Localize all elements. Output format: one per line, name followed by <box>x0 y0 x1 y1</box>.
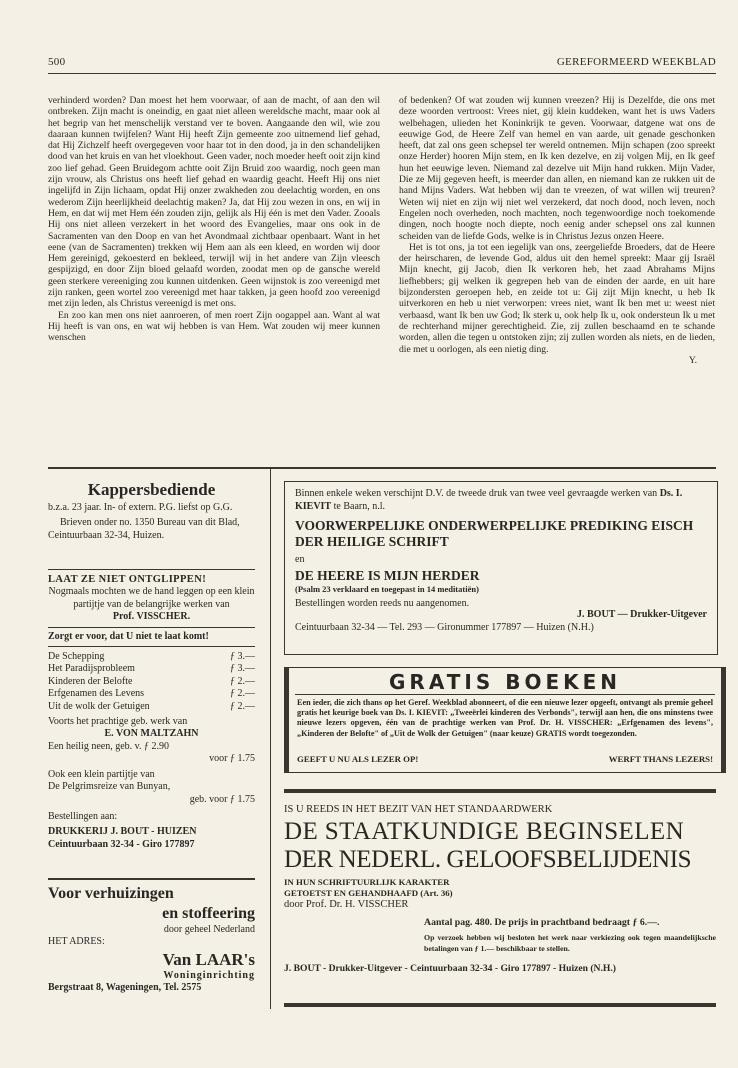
article-paragraph: of bedenken? Of wat zouden wij kunnen vreezen? Hij is Dezelfde, die ons met deze woorden vertroost: Vrees niet, gij klein kuddeken, want het is uws Vaders welbehagen, ulieden het Koninkrijk te geven. Voorwaar, datgene wat ons de eeuwige God, de Heere Zelf van hemel en van aarde, uit genade geschonken heeft, dat zal ons geen schepsel ter wereld ontnemen. Mijn schapen (zoo spreekt onze Herder) hooren Mijn stem, en Ik ken dezelve, en zij volgen Mij, en Ik geef hun het eeuwige leven. Niemand zal dezelve uit Mijn hand rukken. Mijn Vader, Die ze Mij gegeven heeft, is meerder dan allen, en niemand kan ze rukken uit de hand Mijns Vaders. Wat hebben wij dan te vreezen, of wat willen wij treuren? Weten wij niet en zijn wij niet wel verzekerd, dat noch dood, noch leven, noch Engelen noch overheden, noch machten, noch tegenwoordige noch toekomende dingen, noch hoogte noch diepte, noch eenig ander schepsel ons zal kunnen scheiden van de liefde Gods, welke is in Christus Jezus onzen Heere. <box>399 95 715 242</box>
book-title: De Schepping <box>48 651 105 663</box>
ad-rule <box>48 878 255 880</box>
kappers-title: Kappersbediende <box>87 480 216 499</box>
laar-line2: en stoffeering <box>162 905 255 922</box>
publication-title: GEREFORMEERD WEEKBLAD <box>556 56 716 68</box>
staat-sub2: GETOETST EN GEHANDHAAFD (Art. 36) <box>284 887 453 898</box>
book-row <box>48 663 255 675</box>
book-price: ƒ 3.— <box>230 651 255 663</box>
article-paragraph: verhinderd worden? Dan moest het hem voorwaar, of aan de macht, of aan den wil ontbreken. Zijn macht is oneindig, en gaat niet alleen wereldsche macht, maar ook al het begrip van het menschelijk verstand ver te boven. Aangaande den wil, wie zou daaraan kunnen twijfelen? Want Hij heeft Zijn gemeente zoo uitnemend lief gehad, dat Hij Zichzelf heeft overgegeven voor haar tot in den dood, ja in den schandelijken dood van het kruis en van het vloekhout. Geen vader, noch moeder heeft ooit zijn kind zoo lief gehad. Geen Bruidegom achtte ooit Zijn Bruid zoo waardig, noch geen man zijn vrouw, als Christus ons heeft lief gehad en waardig geacht. Heeft Hij ons niet ingelijfd in Zijn lichaam, opdat Hij onzer zwakheden zou deelachtig worden, en ons wederom Zijn heerlijkheid deelachtig maken? Ja, dat Hij zou wezen in ons, en wij in Hem, en dat wij met Hem één zouden zijn, gelijk als Hij één is met den Vader. Zooals Hij ons niet alleen verzekert in het woord des Evangelies, maar ons ook in de Sacramenten van den Doop en van het Avondmaal zichtbaar openbaart. Want in het eene (van de Sacramenten) trekken wij Hem aan als een kleed, en worden wij door Hem gereinigd, gekoesterd en bekleed, terwijl wij in het andere van Zijn vleesch gespijzigd, en door Zijn bloed gelaafd worden, zoodat men op de gansche wereld geen sterkere vereeniging zou kunnen uitdenken. Geen wijnstok is zoo vereenigd met zijn ranken, geen wortel zoo vereenigd met haar takken, ja geen hoofd zoo vereenigd met zijn leden, als Christus vereenigd is met ons. <box>48 95 380 310</box>
staat-title1: DE STAATKUNDIGE BEGINSELEN <box>284 818 685 845</box>
book-price: ƒ 2.— <box>230 675 255 687</box>
book-row <box>48 701 255 713</box>
book-title: Het Paradijsprobleem <box>48 663 135 675</box>
bunyan-price: geb. voor ƒ 1.75 <box>189 793 255 805</box>
gratis-ad <box>284 667 726 773</box>
kievit-address: Ceintuurbaan 32-34 — Tel. 293 — Gironummer 177897 — Huizen (N.H.) <box>295 622 594 633</box>
gratis-title: GRATIS BOEKEN <box>389 670 621 694</box>
gratis-body: Een ieder, die zich thans op het Geref. Weekblad abonneert, of die een nieuwe lezer opgeeft, ontvangt als premie geheel gratis het keurige boek van Ds. I. KIEVIT: „Tweeërlei kinderen des Verbonds", terwijl aan hen, die ons minstens twee nieuwe lezers opgeven, één van de prachtige werken van Prof. Dr. H. VISSCHER: „Erfgenamen des levens", „Kinderen der Belofte" of „Uit de Wolk der Getuigen" (naar keuze) GRATIS wordt toegezonden. <box>297 698 713 738</box>
book-title: Uit de wolk der Getuigen <box>48 700 150 712</box>
book-price: ƒ 2.— <box>230 688 255 700</box>
section-rule <box>284 789 716 793</box>
section-rule <box>48 467 716 469</box>
article-paragraph: Het is tot ons, ja tot een iegelijk van ons, zeergeliefde Broeders, dat de Heere der heirscharen, de levende God, aldus uit den hemel spreekt: Maar gij Israël Mijn knecht, gij Jacob, dien Ik verkoren heb, het zaad Abrahams Mijns liefhebbers; gij welken ik gegrepen heb van de einden der aarde, en uit hare bijzondersten geroepen heb, en zeide tot u: Gij zijt Mijn knecht, u heb Ik uitverkoren en heb u niet verworpen: vrees niet, want Ik ben met u: weest niet verbaasd, want Ik ben uw God; Ik sterk u, ook help Ik u, ook ondersteun Ik u met de rechterhand mijner gerechtigheid. Zie, zij zullen beschaamd en te schande worden, allen die tegen u ontstoken zijn; zij zullen worden als niets, en de lieden, die met u oorlogen, als een nietig ding. <box>399 241 715 355</box>
orders-label: Bestellingen aan: <box>48 810 118 822</box>
kievit-content <box>295 488 707 633</box>
staat-intro: IS U REEDS IN HET BEZIT VAN HET STANDAARDWERK <box>284 804 553 815</box>
ad-rule <box>48 627 255 628</box>
column-rule <box>270 469 271 1009</box>
book-price: ƒ 2.— <box>230 700 255 712</box>
book-price: ƒ 3.— <box>230 663 255 675</box>
staat-sub1: IN HUN SCHRIFTUURLIJK KARAKTER <box>284 877 450 887</box>
article-signoff: Y. <box>688 354 697 366</box>
staat-note: Op verzoek hebben wij besloten het werk naar verkiezing ook tegen maandelijksche betalingen van ƒ 1.— beschikbaar te stellen. <box>424 933 716 953</box>
bunyan-book: De Pelgrimsreize van Bunyan, <box>48 781 171 793</box>
staat-pages: Aantal pag. 480. De prijs in prachtband bedraagt ƒ 6.—. <box>424 917 660 928</box>
laar-line1: Voor verhuizingen <box>48 885 174 902</box>
kievit-intro-text: Binnen enkele weken verschijnt D.V. de tweede druk van twee veel gevraagde werken van <box>295 488 658 499</box>
kievit-subtitle2: (Psalm 23 verklaard en toegepast in 14 meditatiën) <box>295 584 479 594</box>
laar-name: Van LAAR's <box>162 949 255 969</box>
ad-rule <box>48 646 255 647</box>
laar-ad <box>48 884 255 995</box>
kappers-line: b.z.a. 23 jaar. In- of extern. P.G. liefst op G.G. <box>48 502 233 513</box>
ad-rule <box>48 569 255 570</box>
page-header <box>48 56 716 70</box>
gratis-slogans <box>297 754 713 764</box>
visscher-call: Zorgt er voor, dat U niet te laat komt! <box>48 630 209 642</box>
staat-ad <box>284 803 716 974</box>
book-title: Kinderen der Belofte <box>48 675 133 687</box>
kievit-orders: Bestellingen worden reeds nu aangenomen. <box>295 598 470 609</box>
kievit-title2: DE HEERE IS MIJN HERDER <box>295 568 480 583</box>
book-row <box>48 651 255 663</box>
visscher-author: Prof. VISSCHER. <box>112 611 191 623</box>
maltzahn-author: E. VON MALTZAHN <box>104 728 199 740</box>
gratis-left-slogan: GEEFT U NU ALS LEZER OP! <box>297 754 419 764</box>
laar-sub: Woninginrichting <box>163 969 255 981</box>
header-rule <box>48 73 716 74</box>
publisher-name: DRUKKERIJ J. BOUT - HUIZEN <box>48 826 197 838</box>
kappers-line: Brieven onder no. 1350 Bureau van dit Blad, Ceintuurbaan 32-34, Huizen. <box>48 517 240 541</box>
publisher-address: Ceintuurbaan 32-34 - Giro 177897 <box>48 838 195 850</box>
visscher-book-list <box>48 651 255 713</box>
maltzahn-book: Een heilig neen, geb. v. ƒ 2.90 <box>48 740 169 752</box>
ad-rule <box>295 694 715 695</box>
visscher-heading: LAAT ZE NIET ONTGLIPPEN! <box>48 574 207 585</box>
visscher-intro: Nogmaals mochten we de hand leggen op een klein partijtje van de belangrijke werken van <box>48 586 255 610</box>
visscher-ad <box>48 574 255 851</box>
laar-label: HET ADRES: <box>48 936 105 948</box>
book-title: Erfgenamen des Levens <box>48 688 145 700</box>
kievit-intro <box>295 488 707 513</box>
page-number: 500 <box>48 56 66 68</box>
article-column-right <box>399 95 715 366</box>
kievit-author: Ds. I. KIEVIT <box>295 488 683 512</box>
kievit-publisher: J. BOUT — Drukker-Uitgever <box>577 609 707 620</box>
article-paragraph: En zoo kan men ons niet aanroeren, of men roert Zijn oogappel aan. Want al wat Hij heeft is van ons, en wat wij hebben is van Hem. Wat zouden wij meer kunnen wenschen <box>48 309 380 344</box>
section-rule <box>284 1003 716 1007</box>
laar-line3: door geheel Nederland <box>163 924 255 935</box>
staat-publisher: J. BOUT - Drukker-Uitgever - Ceintuurbaan 32-34 - Giro 177897 - Huizen (N.H.) <box>284 963 616 974</box>
staat-title2: DER NEDERL. GELOOFSBELIJDENIS <box>284 846 692 873</box>
kievit-en: en <box>295 554 305 565</box>
visscher-also: Voorts het prachtige geb. werk van <box>48 716 188 728</box>
kievit-title1: VOORWERPELIJKE ONDERWERPELIJKE PREDIKING EISCH DER HEILIGE SCHRIFT <box>295 518 694 549</box>
kievit-intro-end: te Baarn, n.l. <box>333 500 385 512</box>
kievit-ad <box>284 481 718 655</box>
book-row <box>48 676 255 688</box>
laar-address: Bergstraat 8, Wageningen, Tel. 2575 <box>48 982 202 994</box>
article-column-left <box>48 95 380 344</box>
maltzahn-price: voor ƒ 1.75 <box>209 753 255 765</box>
kappers-ad <box>48 480 255 542</box>
gratis-right-slogan: WERFT THANS LEZERS! <box>608 754 713 764</box>
bunyan-intro: Ook een klein partijtje van <box>48 768 155 780</box>
book-row <box>48 688 255 700</box>
staat-by: door Prof. Dr. H. VISSCHER <box>284 899 409 910</box>
